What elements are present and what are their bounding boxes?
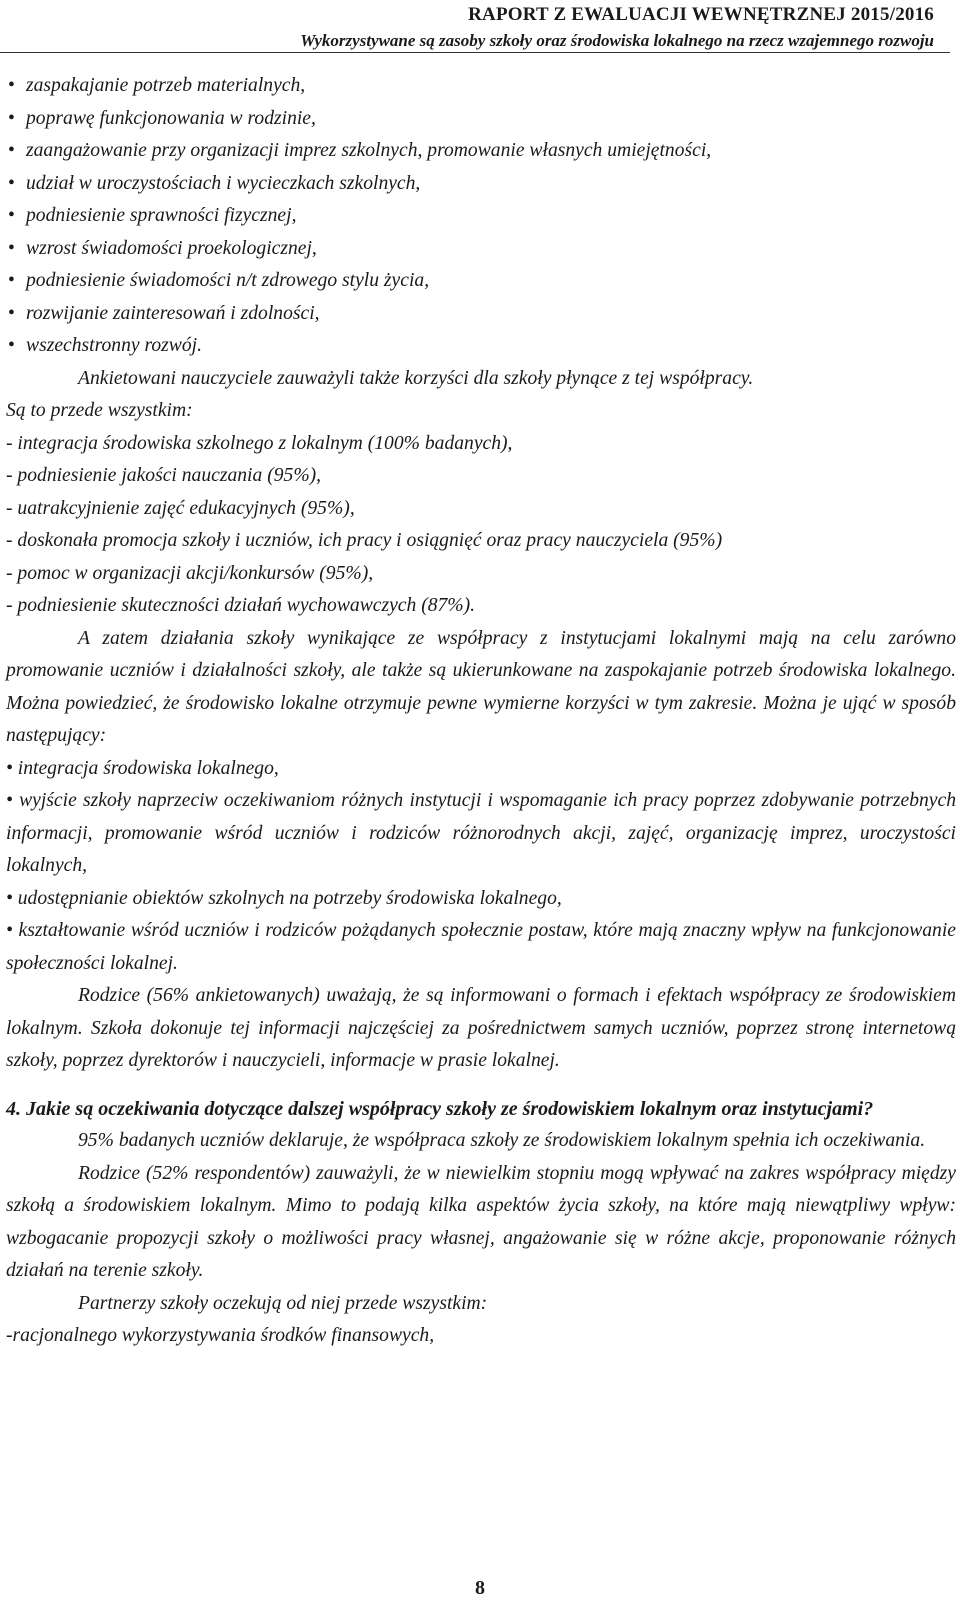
- list-item: • integracja środowiska lokalnego,: [6, 757, 279, 779]
- list-item: - uatrakcyjnienie zajęć edukacyjnych (95%),: [6, 497, 355, 519]
- header-subtitle: Wykorzystywane są zasoby szkoły oraz środowiska lokalnego na rzecz wzajemnego rozwoju: [300, 31, 934, 50]
- list-item: • zaangażowanie przy organizacji imprez szkolnych, promowanie własnych umiejętności,: [6, 135, 956, 168]
- list-item: • zaspakajanie potrzeb materialnych,: [6, 70, 956, 103]
- header-divider: [0, 52, 950, 53]
- teachers-intro-paragraph: Ankietowani nauczyciele zauważyli także korzyści dla szkoły płynące z tej współpracy.: [78, 367, 754, 389]
- page-body: [6, 70, 956, 1353]
- list-item: -racjonalnego wykorzystywania środków finansowych,: [6, 1325, 435, 1346]
- list-item: • wszechstronny rozwój.: [6, 330, 956, 363]
- teachers-benefits-list: [6, 428, 956, 623]
- header-title: RAPORT Z EWALUACJI WEWNĘTRZNEJ 2015/2016: [468, 4, 934, 25]
- summary-paragraph: A zatem działania szkoły wynikające ze współpracy z instytucjami lokalnymi mają na celu zarówno promowanie uczniów i działalności szkoły, ale także są ukierunkowane na zaspokajanie potrzeb środowiska lokalnego. Można powiedzieć, że środowisko lokalne otrzymuje pewne wymierne korzyści w tym zakresie. Można je ująć w sposób następujący:: [6, 627, 956, 746]
- community-benefits-list: [6, 753, 956, 981]
- list-item: - integracja środowiska szkolnego z lokalnym (100% badanych),: [6, 432, 513, 454]
- list-item: • wzrost świadomości proekologicznej,: [6, 233, 956, 266]
- parents-expectations-paragraph: Rodzice (52% respondentów) zauważyli, że w niewielkim stopniu mogą wpływać na zakres współpracy między szkołą a środowiskiem lokalnym. Mimo to podają kilka aspektów życia szkoły, na które mają niewątpliwy wpływ: wzbogacanie propozycji szkoły o możliwości pracy własnej, angażowanie się w różne akcje, proponowanie różnych działań na terenie szkoły.: [6, 1162, 956, 1281]
- list-item: - podniesienie skuteczności działań wychowawczych (87%).: [6, 595, 476, 616]
- section-heading: 4. Jakie są oczekiwania dotyczące dalszej współpracy szkoły ze środowiskiem lokalnym oraz instytucjami?: [6, 1097, 874, 1120]
- students-expectations-paragraph: 95% badanych uczniów deklaruje, że współpraca szkoły ze środowiskiem lokalnym spełnia ich oczekiwania.: [78, 1130, 926, 1151]
- list-item: • poprawę funkcjonowania w rodzinie,: [6, 103, 956, 136]
- partners-expectations-list: [6, 1320, 956, 1353]
- list-item: - pomoc w organizacji akcji/konkursów (95%),: [6, 562, 374, 584]
- partners-lead-paragraph: Partnerzy szkoły oczekują od niej przede wszystkim:: [78, 1292, 488, 1314]
- list-item: • kształtowanie wśród uczniów i rodziców pożądanych społecznie postaw, które mają znaczny wpływ na funkcjonowanie społeczności lokalnej.: [6, 920, 956, 974]
- parents-info-paragraph: Rodzice (56% ankietowanych) uważają, że są informowani o formach i efektach współpracy ze środowiskiem lokalnym. Szkoła dokonuje tej informacji najczęściej za pośrednictwem samych uczniów, poprzez stronę internetową szkoły, poprzez dyrektorów i nauczycieli, informacje w prasie lokalnej.: [6, 985, 956, 1071]
- list-item: • rozwijanie zainteresowań i zdolności,: [6, 298, 956, 331]
- list-item: - podniesienie jakości nauczania (95%),: [6, 465, 322, 486]
- list-item: • udział w uroczystościach i wycieczkach szkolnych,: [6, 168, 956, 201]
- student-benefits-list: [6, 70, 956, 363]
- page-header: [300, 2, 934, 54]
- list-item: - doskonała promocja szkoły i uczniów, ich pracy i osiągnięć oraz pracy nauczyciela (95%): [6, 530, 723, 551]
- list-item: • wyjście szkoły naprzeciw oczekiwaniom różnych instytucji i wspomaganie ich pracy poprzez zdobywanie potrzebnych informacji, promowanie wśród uczniów i rodziców różnorodnych akcji, zajęć, organizację imprez, uroczystości lokalnych,: [6, 790, 956, 876]
- list-item: • podniesienie świadomości n/t zdrowego stylu życia,: [6, 265, 956, 298]
- teachers-lead-line: Są to przede wszystkim:: [6, 400, 193, 421]
- page-number: 8: [475, 1577, 485, 1599]
- list-item: • udostępnianie obiektów szkolnych na potrzeby środowiska lokalnego,: [6, 887, 562, 909]
- list-item: • podniesienie sprawności fizycznej,: [6, 200, 956, 233]
